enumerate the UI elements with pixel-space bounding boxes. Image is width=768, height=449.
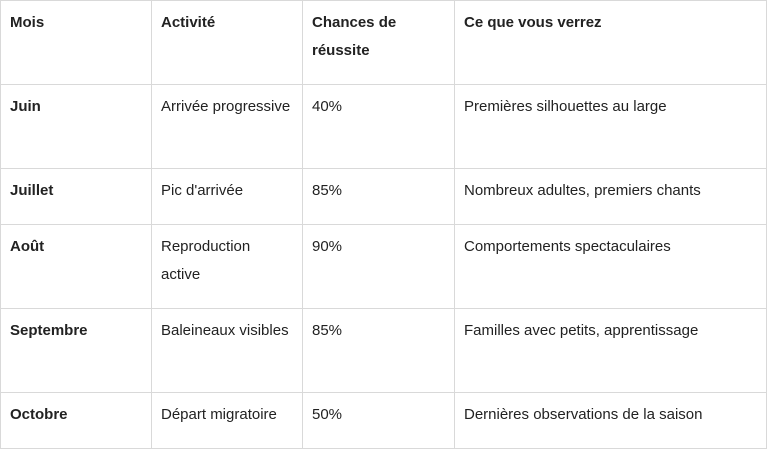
table-row — [1, 393, 767, 449]
cell-chances: 50% — [303, 393, 455, 449]
cell-activite: Baleineaux visibles — [152, 309, 303, 393]
cell-activite: Départ migratoire — [152, 393, 303, 449]
table-row — [1, 225, 767, 309]
table-row — [1, 169, 767, 225]
cell-activite: Pic d'arrivée — [152, 169, 303, 225]
header-mois: Mois — [1, 1, 152, 85]
cell-description: Dernières observations de la saison — [455, 393, 767, 449]
cell-description: Premières silhouettes au large — [455, 85, 767, 169]
cell-chances: 85% — [303, 309, 455, 393]
table-header-row — [1, 1, 767, 85]
cell-chances: 40% — [303, 85, 455, 169]
cell-mois: Octobre — [1, 393, 152, 449]
table-row — [1, 85, 767, 169]
cell-mois: Juillet — [1, 169, 152, 225]
header-activite: Activité — [152, 1, 303, 85]
table-row — [1, 309, 767, 393]
cell-activite: Reproduction active — [152, 225, 303, 309]
cell-mois: Août — [1, 225, 152, 309]
header-ce-que-vous-verrez: Ce que vous verrez — [455, 1, 767, 85]
cell-description: Nombreux adultes, premiers chants — [455, 169, 767, 225]
cell-description: Comportements spectaculaires — [455, 225, 767, 309]
cell-chances: 85% — [303, 169, 455, 225]
cell-mois: Juin — [1, 85, 152, 169]
header-chances: Chances de réussite — [303, 1, 455, 85]
cell-activite: Arrivée progressive — [152, 85, 303, 169]
cell-mois: Septembre — [1, 309, 152, 393]
cell-chances: 90% — [303, 225, 455, 309]
cell-description: Familles avec petits, apprentissage — [455, 309, 767, 393]
